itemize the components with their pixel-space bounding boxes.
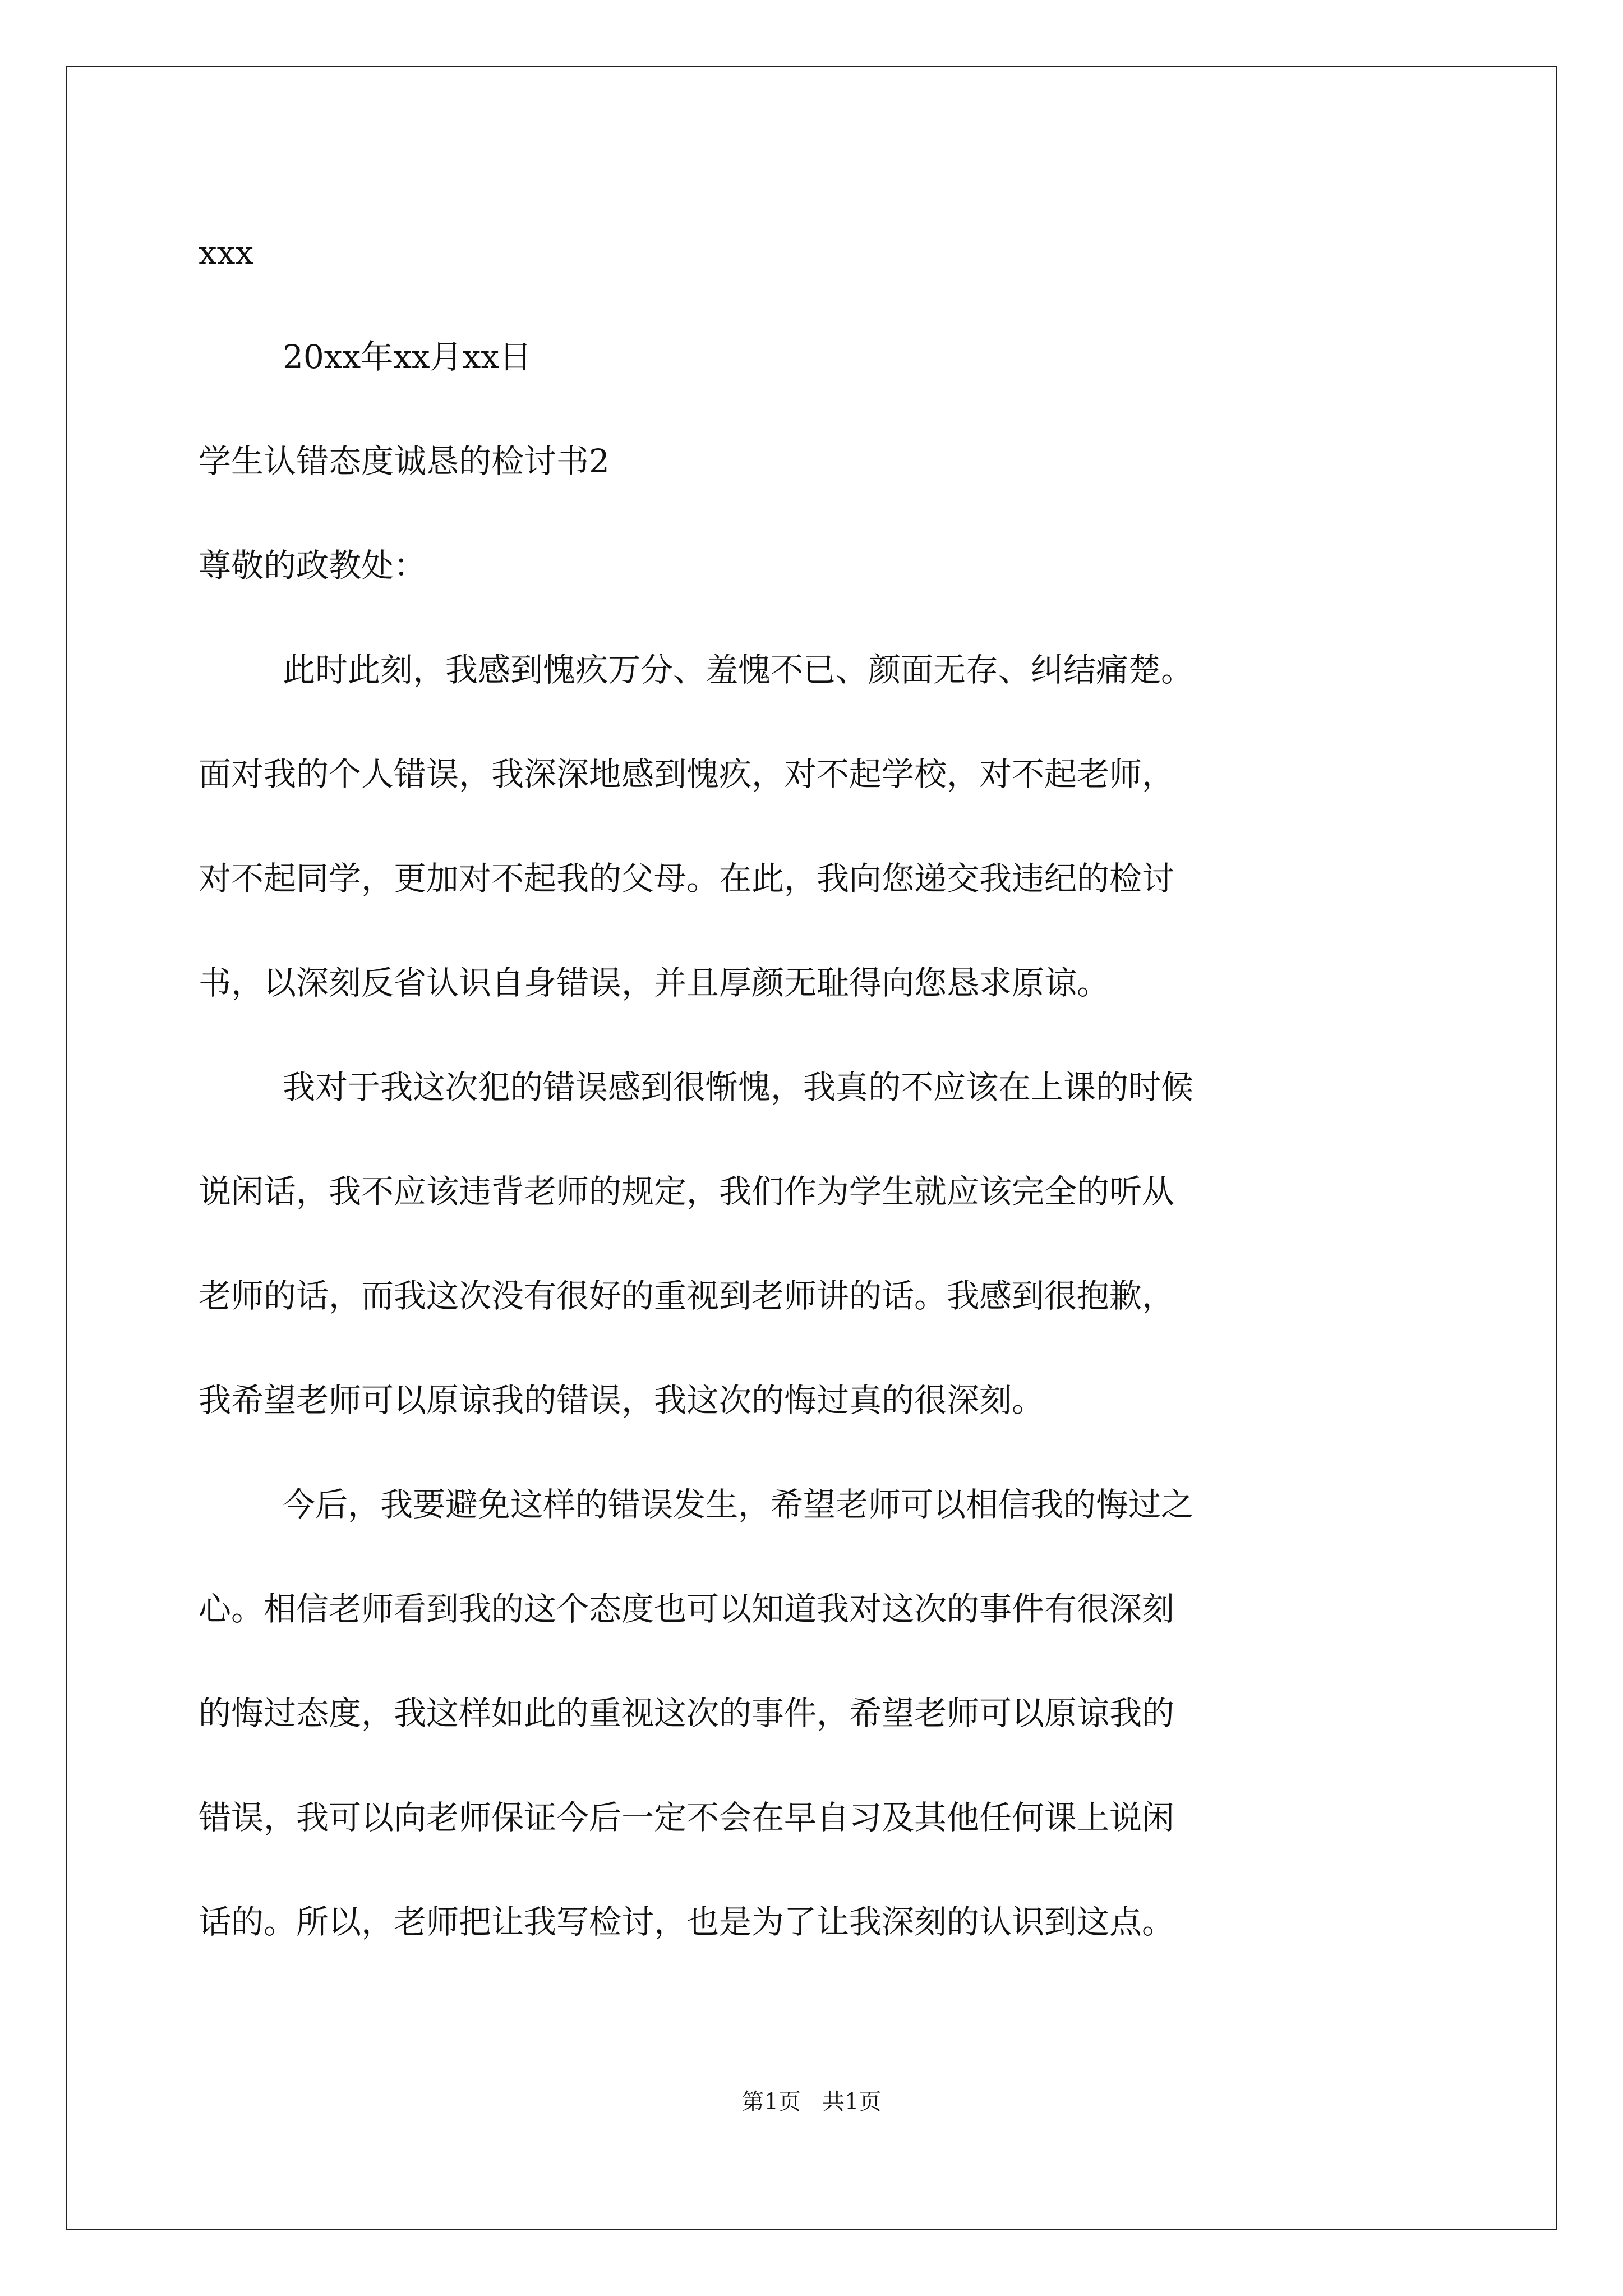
signature-name: xxx <box>199 233 254 272</box>
paragraph-line: 的悔过态度，我这样如此的重视这次的事件，希望老师可以原谅我的 <box>199 1694 1175 1732</box>
paragraph-line: 错误，我可以向老师保证今后一定不会在早自习及其他任何课上说闲 <box>199 1798 1175 1837</box>
paragraph-line: 心。相信老师看到我的这个态度也可以知道我对这次的事件有很深刻 <box>199 1590 1175 1628</box>
paragraph-line: 话的。所以，老师把让我写检讨，也是为了让我深刻的认识到这点。 <box>199 1903 1175 1941</box>
paragraph-line: 面对我的个人错误，我深深地感到愧疚，对不起学校，对不起老师， <box>199 755 1175 793</box>
paragraph-line: 书，以深刻反省认识自身错误，并且厚颜无耻得向您恳求原谅。 <box>199 964 1110 1002</box>
paragraph-line: 我对于我这次犯的错误感到很惭愧，我真的不应该在上课的时候 <box>283 1068 1194 1106</box>
paragraph-line: 对不起同学，更加对不起我的父母。在此，我向您递交我违纪的检讨 <box>199 859 1175 898</box>
paragraph-line: 此时此刻，我感到愧疚万分、羞愧不已、颜面无存、纠结痛楚。 <box>283 651 1194 689</box>
salutation: 尊敬的政教处： <box>199 546 427 585</box>
paragraph-line: 老师的话，而我这次没有很好的重视到老师讲的话。我感到很抱歉， <box>199 1277 1175 1315</box>
document-title: 学生认错态度诚恳的检讨书2 <box>199 442 610 480</box>
paragraph-line: 说闲话，我不应该违背老师的规定，我们作为学生就应该完全的听从 <box>199 1172 1175 1211</box>
paragraph-line: 我希望老师可以原谅我的错误，我这次的悔过真的很深刻。 <box>199 1381 1045 1419</box>
page-footer: 第1页 共1页 <box>741 2089 882 2115</box>
paragraph-line: 今后，我要避免这样的错误发生，希望老师可以相信我的悔过之 <box>283 1485 1194 1524</box>
letter-date: 20xx年xx月xx日 <box>283 338 532 376</box>
